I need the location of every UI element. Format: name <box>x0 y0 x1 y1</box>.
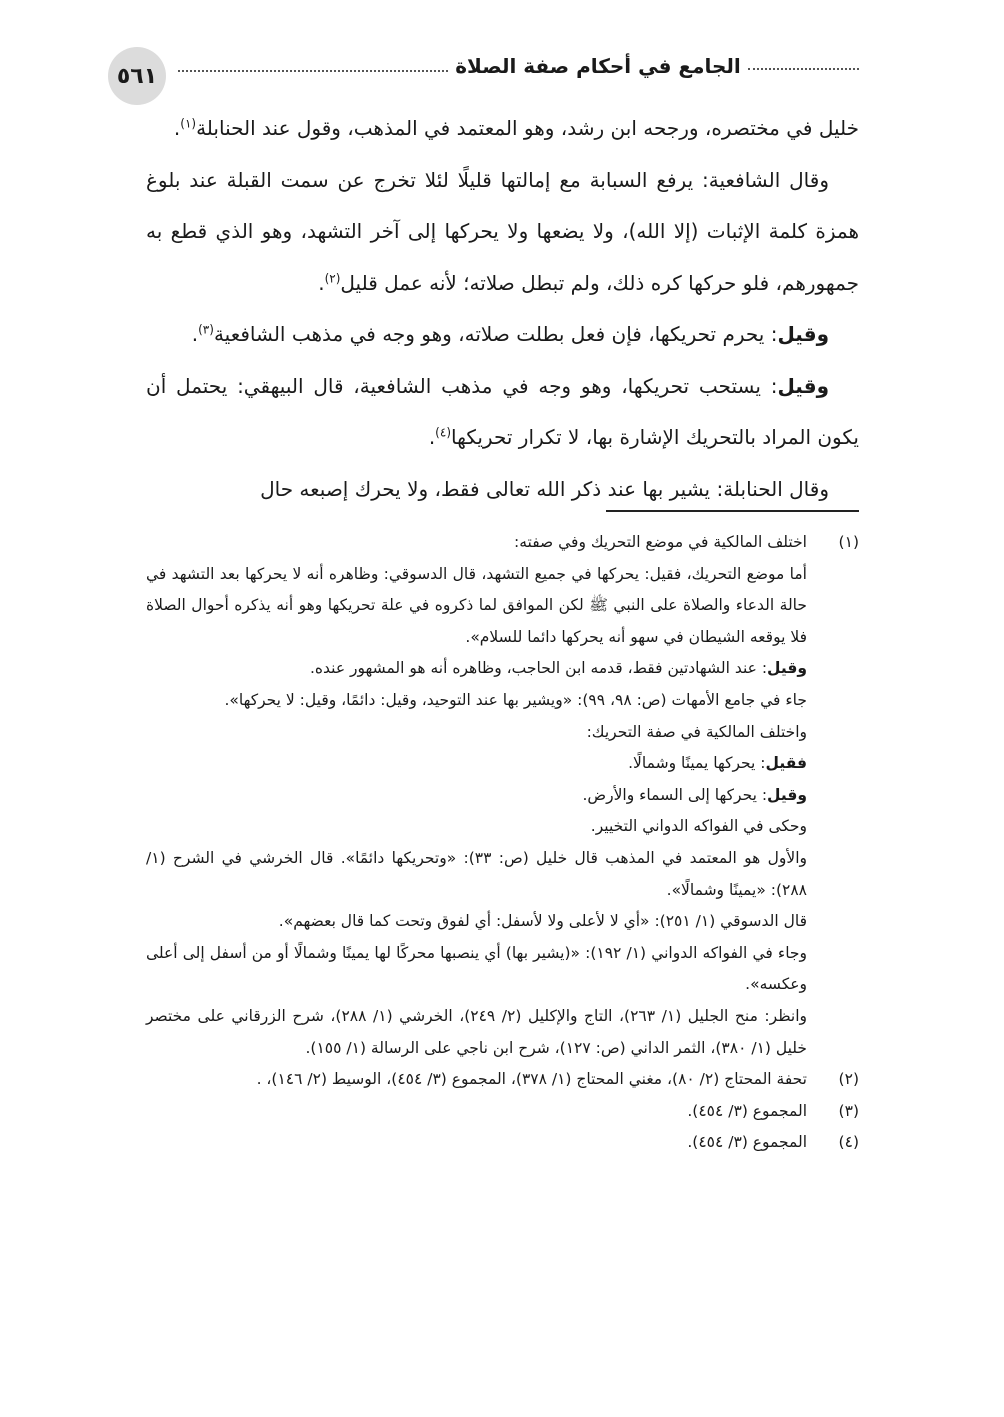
footnote-text: : عند الشهادتين فقط، قدمه ابن الحاجب، وظاهره أنه هو المشهور عنده. <box>309 659 768 678</box>
footnote-line: أما موضع التحريك، فقيل: يحركها في جميع التشهد، قال الدسوقي: وظاهره أنه لا يحركها بعد التشهد في حالة الدعاء والصلاة على النبي ﷺ لكن الموافق لما ذكروه في علة تحريكها وهو أنه يذكره أحوال الصلاة فلا يوقعه الشيطان في سهو أنه يحركها دائما للسلام». <box>146 564 807 646</box>
paragraph-4 <box>146 361 859 464</box>
paragraph-1-end: . <box>173 116 181 140</box>
footnote-number: (٤) <box>838 1133 859 1152</box>
paragraph-3-lead: وقيل <box>777 322 829 346</box>
paragraph-3-text: : يحرم تحريكها، فإن فعل بطلت صلاته، وهو وجه في مذهب الشافعية <box>213 322 778 346</box>
footnote-1 <box>146 527 859 1064</box>
footnote-body <box>146 527 807 1064</box>
footnote-number: (٣) <box>838 1101 859 1120</box>
footnote-line: قال الدسوقي (١/ ٢٥١): «أي لا لأعلى ولا لأسفل: أي لفوق وتحت كما قال بعضهم». <box>278 912 807 931</box>
footnote-number: (١) <box>838 533 859 551</box>
page-number: ٥٦١ <box>108 47 166 105</box>
footnote-line: اختلف المالكية في موضع التحريك وفي صفته: <box>513 533 807 551</box>
footnote-text: : يحركها يمينًا وشمالًا. <box>628 754 766 773</box>
paragraph-2-text: وقال الشافعية: يرفع السبابة مع إمالتها قليلًا لئلا تخرج عن سمت القبلة عند بلوغ همزة كلمة الإثبات (إلا الله)، ولا يضعها ولا يحركها إلى آخر التشهد، وهو الذي قطع به جمهورهم، فلو حركها كره ذلك، ولم تبطل صلاته؛ لأنه عمل قليل <box>146 167 859 295</box>
footnote-ref-2[interactable]: (٢) <box>324 270 341 285</box>
footnote-line <box>146 748 807 780</box>
paragraph-1-text: خليل في مختصره، ورجحه ابن رشد، وهو المعتمد في المذهب، وقول عند الحنابلة <box>196 116 859 140</box>
footnote-body: تحفة المحتاج (٢/ ٨٠)، مغني المحتاج (١/ ٣٧٨)، المجموع (٣/ ٤٥٤)، الوسيط (٢/ ١٤٦)، . <box>256 1070 807 1089</box>
footnote-4 <box>146 1127 859 1159</box>
paragraph-3 <box>146 309 859 361</box>
paragraph-4-text: : يستحب تحريكها، وهو وجه في مذهب الشافعية، قال البيهقي: يحتمل أن يكون المراد بالتحريك الإشارة بها، لا تكرار تحريكها <box>146 373 859 449</box>
footnotes <box>146 527 859 1159</box>
footnote-text: : يحركها إلى السماء والأرض. <box>582 785 768 804</box>
header-dotted-rule-right <box>748 68 859 70</box>
footnote-2 <box>146 1064 859 1096</box>
header-dotted-rule-left <box>178 70 448 72</box>
paragraph-4-end: . <box>428 425 436 449</box>
footnote-line <box>146 653 807 685</box>
footnote-lead: وقيل <box>767 785 807 804</box>
footnote-body: المجموع (٣/ ٤٥٤). <box>687 1133 807 1152</box>
footnote-lead: فقيل <box>765 754 807 773</box>
main-text <box>146 103 859 515</box>
paragraph-5: وقال الحنابلة: يشير بها عند ذكر الله تعالى فقط، ولا يحرك إصبعه حال <box>260 476 829 501</box>
footnote-line: جاء في جامع الأمهات (ص: ٩٨، ٩٩): «ويشير بها عند التوحيد، وقيل: دائمًا، وقيل: لا يحركها». <box>224 690 807 709</box>
footnote-separator <box>606 510 859 512</box>
footnote-line: وحكى في الفواكه الدواني التخيير. <box>590 817 807 836</box>
paragraph-4-lead: وقيل <box>777 373 829 398</box>
footnote-number: (٢) <box>838 1070 859 1089</box>
running-title: الجامع في أحكام صفة الصلاة <box>455 54 741 78</box>
footnote-body: المجموع (٣/ ٤٥٤). <box>687 1101 807 1120</box>
paragraph-1 <box>146 103 859 155</box>
paragraph-2 <box>146 155 859 310</box>
footnote-line: واختلف المالكية في صفة التحريك: <box>586 722 807 741</box>
footnote-ref-1[interactable]: (١) <box>180 116 197 131</box>
paragraph-3-end: . <box>191 322 199 346</box>
footnote-line: وجاء في الفواكه الدواني (١/ ١٩٢): «(يشير بها) أي ينصبها محركًا لها يمينًا وشمالًا أو من أسفل إلى أعلى وعكسه». <box>146 943 807 994</box>
footnote-ref-4[interactable]: (٤) <box>435 425 451 440</box>
footnote-3 <box>146 1096 859 1128</box>
footnote-lead: وقيل <box>767 659 807 678</box>
footnote-ref-3[interactable]: (٣) <box>198 322 214 337</box>
footnote-line: وانظر: منح الجليل (١/ ٢٦٣)، التاج والإكليل (٢/ ٢٤٩)، الخرشي (١/ ٢٨٨)، شرح الزرقاني على مختصر خليل (١/ ٣٨٠)، الثمر الداني (ص: ١٢٧)، شرح ابن ناجي على الرسالة (١/ ١٥٥). <box>146 1006 808 1057</box>
paragraph-2-end: . <box>318 270 325 295</box>
footnote-line <box>146 780 807 812</box>
footnote-line: والأول هو المعتمد في المذهب قال خليل (ص: ٣٣): «وتحريكها دائمًا». قال الخرشي في الشرح (١/ ٢٨٨): «يمينًا وشمالًا». <box>146 848 807 899</box>
page-header <box>108 44 859 100</box>
